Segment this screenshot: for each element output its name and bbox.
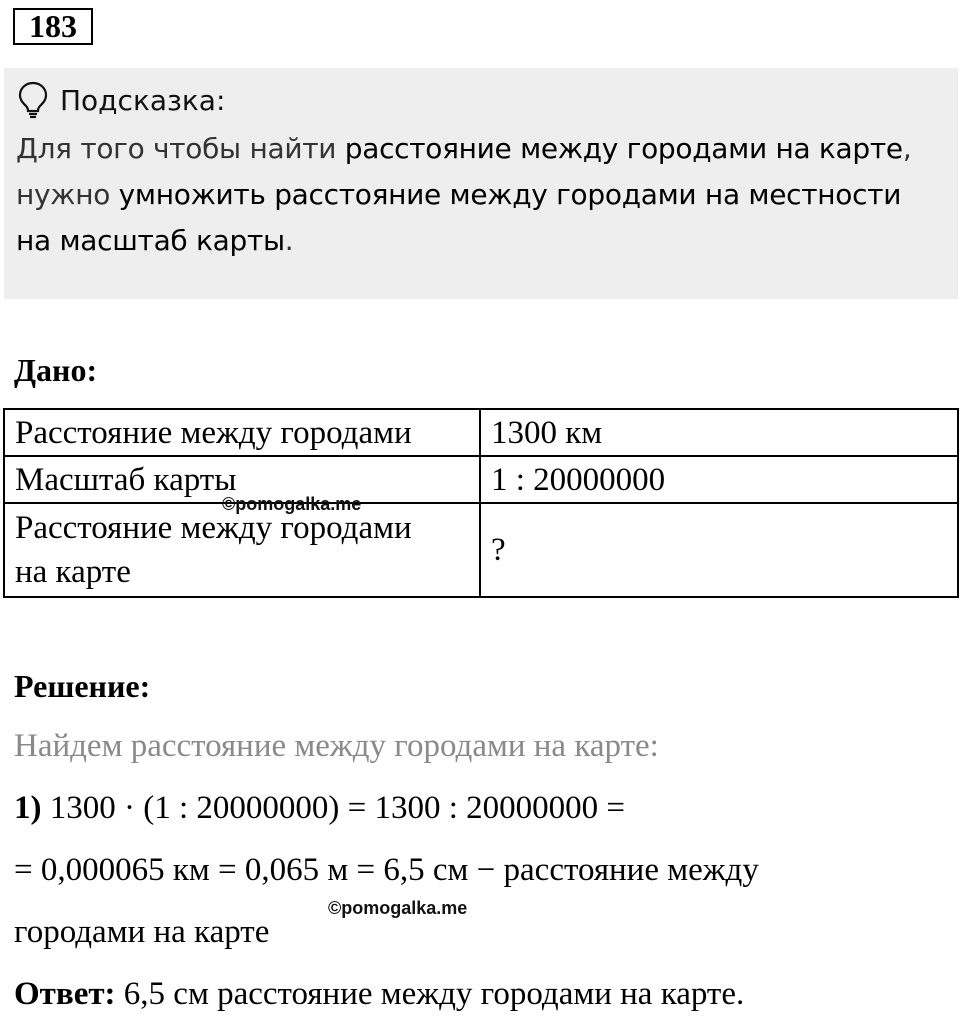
given-value: 1300 км <box>480 409 958 456</box>
hint-bold-1: расстояние между городами на карте <box>344 132 903 165</box>
lightbulb-icon <box>18 81 48 119</box>
problem-number: 183 <box>13 8 93 45</box>
solution-step-1 <box>14 790 625 827</box>
hint-title <box>18 80 225 120</box>
table-row <box>4 409 958 456</box>
answer <box>14 976 744 1013</box>
hint-bold-2: умножить расстояние между городами на местности <box>118 178 902 211</box>
step-expression: 1300 · (1 : 20000000) = 1300 : 20000000 = <box>41 790 626 826</box>
given-title: Дано: <box>14 352 98 388</box>
hint-box <box>4 68 958 299</box>
watermark: ©pomogalka.me <box>328 898 468 918</box>
table-row <box>4 503 958 597</box>
solution-intro: Найдем расстояние между городами на карте: <box>14 728 659 764</box>
solution-title: Решение: <box>14 668 151 704</box>
given-label-line1: Расстояние между городами <box>15 510 412 546</box>
given-table <box>3 408 959 598</box>
solution-step-1-continuation: = 0,000065 км = 0,065 м = 6,5 см − расстояние между <box>14 852 759 888</box>
table-row <box>4 456 958 503</box>
given-label: Масштаб карты <box>4 456 480 503</box>
hint-text <box>16 126 952 264</box>
hint-text-1: Для того чтобы найти <box>16 132 345 165</box>
watermark: ©pomogalka.me <box>222 494 362 514</box>
answer-label: Ответ: <box>14 976 116 1012</box>
answer-text: 6,5 см расстояние между городами на карте. <box>115 976 745 1012</box>
hint-title-text: Подсказка: <box>60 83 226 117</box>
given-value: ? <box>480 503 958 597</box>
hint-text-4: . <box>284 224 294 257</box>
hint-bold-3: на масштаб карты <box>16 224 285 257</box>
given-label <box>4 503 480 597</box>
given-label-line2: на карте <box>15 554 131 590</box>
given-value: 1 : 20000000 <box>480 456 958 503</box>
hint-text-2: , <box>902 132 912 165</box>
solution-step-1-continuation-2: городами на карте <box>14 914 270 950</box>
step-number: 1) <box>14 790 42 826</box>
given-label: Расстояние между городами <box>4 409 480 456</box>
hint-text-3: нужно <box>16 178 119 211</box>
